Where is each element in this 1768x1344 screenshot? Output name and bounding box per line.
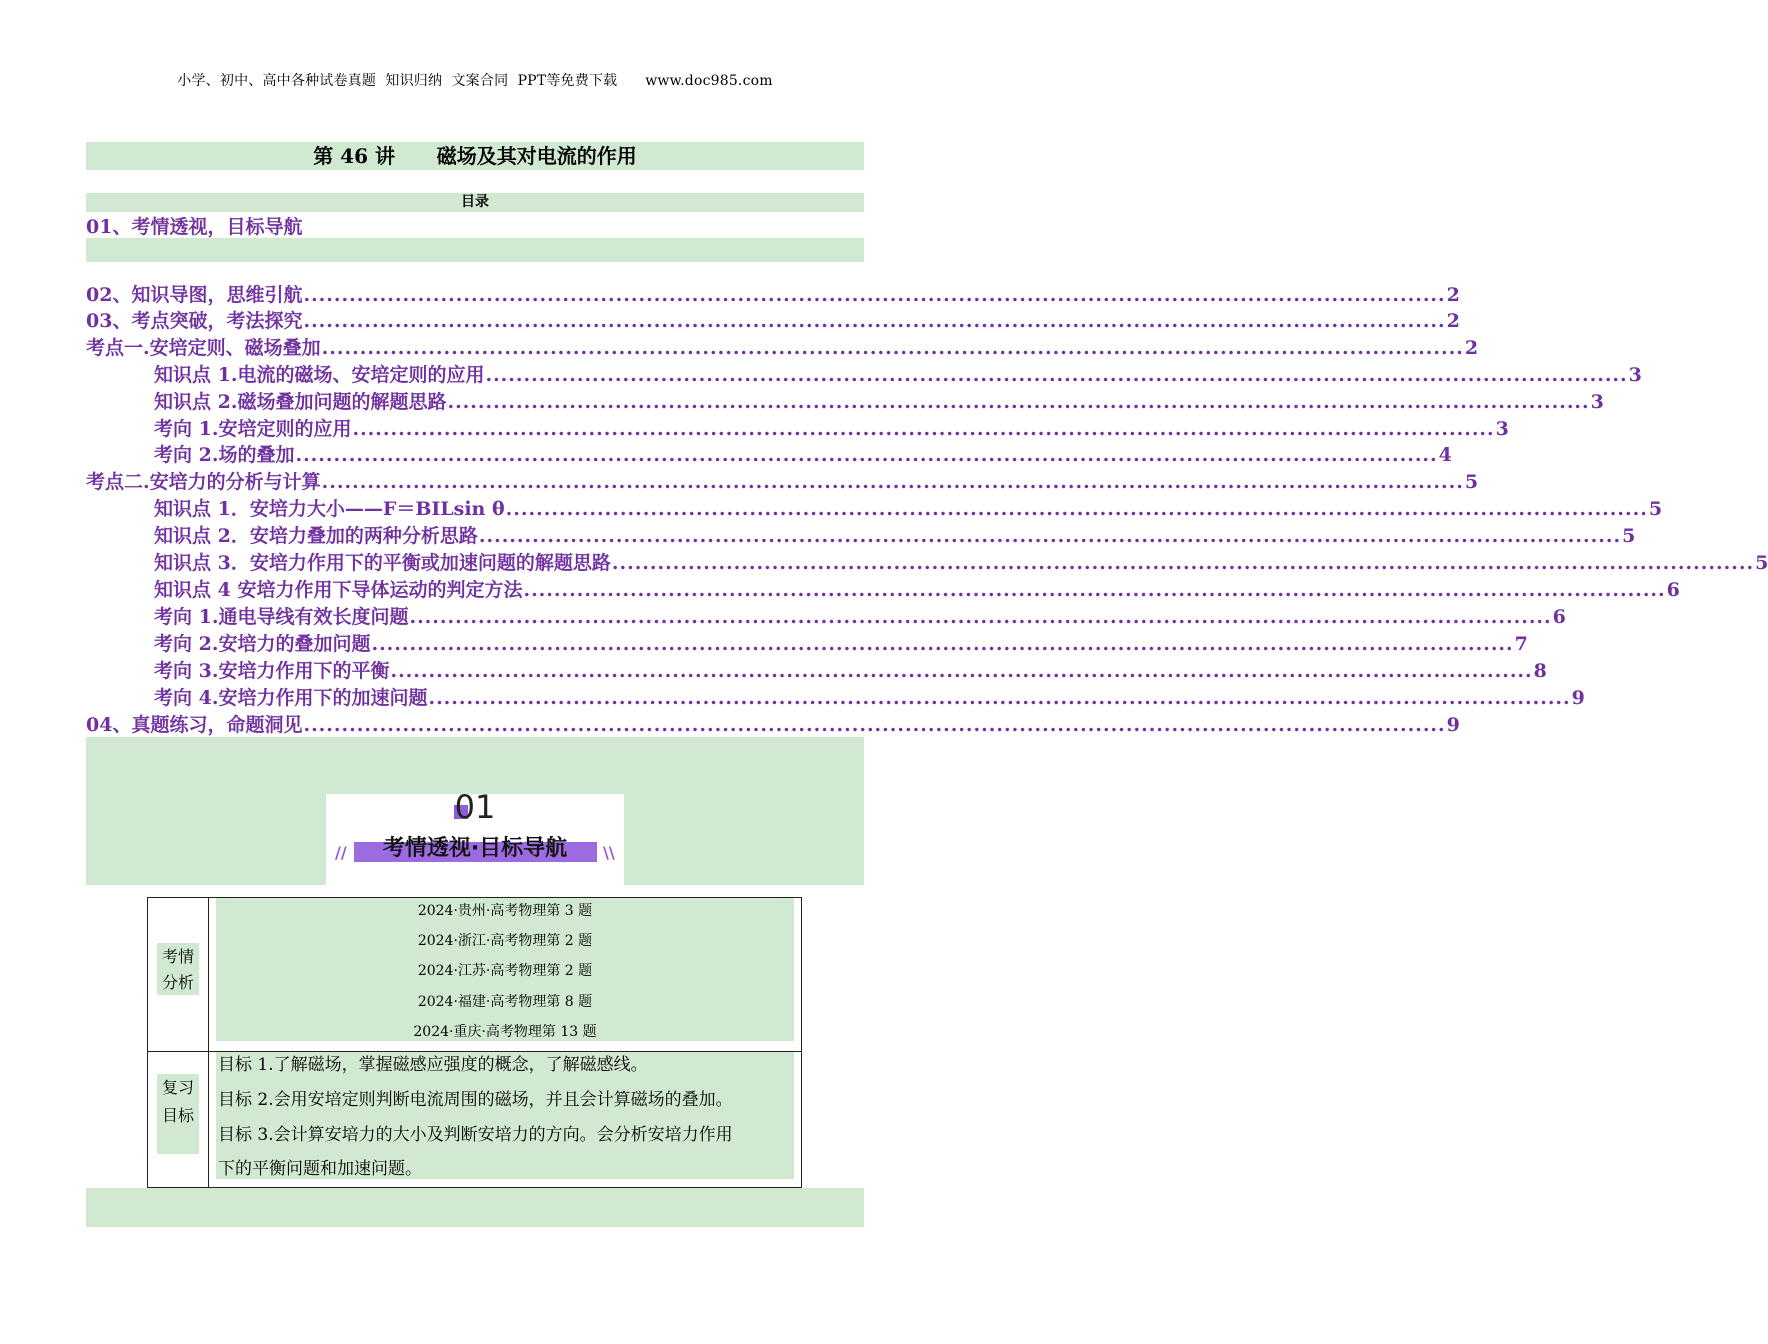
- toc-leader: ......................................................................................................................................................: [295, 444, 1438, 466]
- banner-slash-left-icon: //: [335, 843, 347, 862]
- label-goals-line1: 复习: [161, 1078, 194, 1097]
- toc-entry-text: 考向 2.安培力的叠加问题: [154, 633, 371, 655]
- goal-line: 目标 1.了解磁场，掌握磁感应强度的概念，了解磁感线。: [218, 1055, 648, 1075]
- toc-page-number: 7: [1514, 633, 1528, 655]
- toc-leader: ......................................................................................................................................................: [611, 552, 1755, 574]
- goal-line: 目标 2.会用安培定则判断电流周围的磁场，并且会计算磁场的叠加。: [218, 1090, 733, 1110]
- toc-page-number: 6: [1666, 579, 1680, 601]
- toc-entry[interactable]: [154, 575, 1680, 601]
- toc-leader: ......................................................................................................................................................: [523, 579, 1666, 601]
- toc-leader: ......................................................................................................................................................: [409, 606, 1552, 628]
- toc-page-number: 3: [1628, 364, 1642, 386]
- toc-page-number: 3: [1590, 391, 1604, 413]
- toc-entry-text: 02、知识导图，思维引航: [86, 284, 303, 306]
- toc-leader: ......................................................................................................................................................: [485, 364, 1628, 386]
- goal-line: 目标 3.会计算安培力的大小及判断安培力的方向。会分析安培力作用: [218, 1125, 733, 1145]
- toc-page-number: 9: [1446, 714, 1460, 736]
- toc-entry[interactable]: [154, 548, 1768, 574]
- lecture-title: 第 46 讲 磁场及其对电流的作用: [313, 144, 637, 168]
- toc-leader: ......................................................................................................................................................: [505, 498, 1648, 520]
- toc-leader: ......................................................................................................................................................: [447, 391, 1590, 413]
- toc-entry[interactable]: [154, 521, 1636, 547]
- toc-leader: ......................................................................................................................................................: [428, 687, 1571, 709]
- toc-page-number: 5: [1464, 471, 1479, 493]
- toc-leader: ......................................................................................................................................................: [303, 310, 1446, 332]
- toc-entry[interactable]: [86, 333, 1479, 359]
- toc-entry-text: 03、考点突破，考法探究: [86, 310, 303, 332]
- toc-entry[interactable]: [154, 629, 1528, 655]
- toc-entry[interactable]: [154, 656, 1547, 682]
- toc-page-number: 8: [1533, 660, 1547, 682]
- toc-page-number: 9: [1571, 687, 1585, 709]
- toc-entry[interactable]: [154, 360, 1642, 386]
- toc-leader: ......................................................................................................................................................: [371, 633, 1514, 655]
- toc-entry-text: 知识点 1．安培力大小——F＝BILsin θ: [154, 498, 505, 520]
- toc-entry[interactable]: [86, 467, 1479, 493]
- exam-item: 2024·江苏·高考物理第 2 题: [417, 963, 593, 979]
- toc-page-number: 5: [1755, 552, 1768, 574]
- exam-item: 2024·贵州·高考物理第 3 题: [417, 903, 593, 919]
- toc-first-entry-band: [86, 238, 864, 262]
- toc-page-number: 2: [1446, 310, 1460, 332]
- toc-page-number: 2: [1446, 284, 1460, 306]
- toc-entry-text: 考向 2.场的叠加: [154, 444, 295, 466]
- toc-entry-text: 考向 4.安培力作用下的加速问题: [154, 687, 428, 709]
- toc-entry-text: 考向 3.安培力作用下的平衡: [154, 660, 390, 682]
- toc-page-number: 3: [1495, 418, 1509, 440]
- toc-leader: ......................................................................................................................................................: [390, 660, 1533, 682]
- toc-entry[interactable]: [86, 710, 1460, 736]
- toc-entry-text: 考点二.安培力的分析与计算: [86, 471, 321, 493]
- toc-entry[interactable]: [154, 494, 1663, 520]
- toc-leader: ......................................................................................................................................................: [303, 714, 1446, 736]
- banner-slash-right-icon: \\: [603, 843, 615, 862]
- toc-entry-text: 知识点 4 安培力作用下导体运动的判定方法: [154, 579, 523, 601]
- section-number: 01: [454, 788, 496, 826]
- goal-line: 下的平衡问题和加速问题。: [218, 1159, 422, 1179]
- exam-item: 2024·重庆·高考物理第 13 题: [413, 1024, 597, 1040]
- toc-page-number: 2: [1464, 337, 1479, 359]
- toc-entry-text: 知识点 1.电流的磁场、安培定则的应用: [154, 364, 485, 386]
- toc-leader: ......................................................................................................................................................: [303, 284, 1446, 306]
- toc-entry[interactable]: [154, 387, 1604, 413]
- toc-entry-text: 考点一.安培定则、磁场叠加: [86, 337, 321, 359]
- toc-page-number: 4: [1438, 444, 1452, 466]
- toc-entry-01[interactable]: 01、考情透视，目标导航: [86, 216, 303, 238]
- label-analysis-line1: 考情: [161, 947, 194, 966]
- toc-entry-text: 知识点 3．安培力作用下的平衡或加速问题的解题思路: [154, 552, 611, 574]
- toc-entry[interactable]: [86, 306, 1460, 332]
- exam-item: 2024·浙江·高考物理第 2 题: [417, 933, 593, 949]
- exam-item: 2024·福建·高考物理第 8 题: [417, 994, 593, 1010]
- label-goals-line2: 目标: [161, 1106, 194, 1125]
- label-analysis-line2: 分析: [161, 973, 194, 992]
- section-banner-title: 考情透视·目标导航: [382, 836, 568, 861]
- toc-entry-text: 知识点 2.磁场叠加问题的解题思路: [154, 391, 447, 413]
- toc-entry[interactable]: [86, 280, 1460, 306]
- toc-entry-text: 考向 1.通电导线有效长度问题: [154, 606, 409, 628]
- toc-entry[interactable]: [154, 414, 1509, 440]
- toc-entry[interactable]: [154, 683, 1585, 709]
- toc-heading: 目录: [461, 194, 489, 210]
- toc-page-number: 5: [1622, 525, 1636, 547]
- toc-leader: ......................................................................................................................................................: [478, 525, 1622, 547]
- toc-leader: ......................................................................................................................................................: [352, 418, 1495, 440]
- toc-leader: ......................................................................................................................................................: [321, 471, 1464, 493]
- table-divider-vertical: [208, 897, 209, 1188]
- toc-entry-text: 知识点 2．安培力叠加的两种分析思路: [154, 525, 478, 547]
- toc-entry-text: 考向 1.安培定则的应用: [154, 418, 352, 440]
- page-header: 小学、初中、高中各种试卷真题 知识归纳 文案合同 PPT等免费下载 www.doc985.com: [177, 73, 773, 89]
- toc-page-number: 5: [1648, 498, 1663, 520]
- toc-entry[interactable]: [154, 440, 1452, 466]
- toc-leader: ......................................................................................................................................................: [321, 337, 1464, 359]
- toc-entry[interactable]: [154, 602, 1566, 628]
- bottom-band: [86, 1188, 864, 1227]
- toc-entry-text: 04、真题练习，命题洞见: [86, 714, 303, 736]
- toc-page-number: 6: [1552, 606, 1566, 628]
